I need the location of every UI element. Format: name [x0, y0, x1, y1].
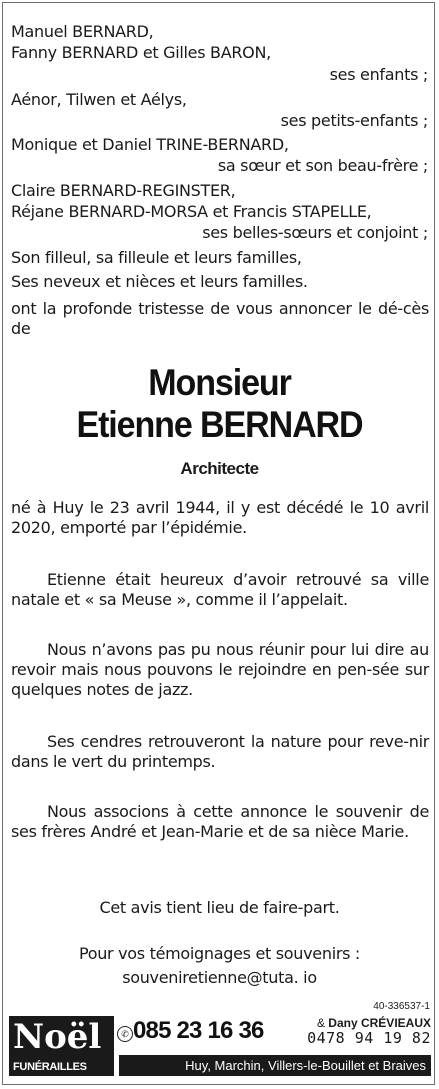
- children-line-1: Manuel BERNARD,: [11, 22, 154, 41]
- paragraph-2: Nous n’avons pas pu nous réunir pour lui dire au revoir mais nous pouvons le rejoindre en pen-sée sur quelques notes de jazz.: [11, 640, 429, 699]
- reference-number: 40-336537-1: [373, 1001, 430, 1012]
- deceased-name: Etienne BERNARD: [76, 404, 363, 445]
- birth-death-text: né à Huy le 23 avril 1944, il y est décédé le 10 avril 2020, emporté par l’épidémie.: [11, 498, 429, 537]
- contact-person: Dany CRÉVIEAUX: [328, 1016, 431, 1030]
- phone-number[interactable]: 085 23 16 36: [133, 1017, 264, 1044]
- locations-bar: Huy, Marchin, Villers-le-Bouillet et Braives: [119, 1055, 431, 1076]
- mobile-number[interactable]: 0478 94 19 82: [307, 1029, 431, 1047]
- children-role: ses enfants ;: [329, 65, 428, 84]
- tributes-email[interactable]: souveniretienne@tuta. io: [122, 968, 317, 987]
- notice-line: Cet avis tient lieu de faire-part.: [99, 898, 340, 917]
- inlaws-line-2: Réjane BERNARD-MORSA et Francis STAPELLE,: [11, 202, 372, 221]
- paragraph-4: Nous associons à cette annonce le souvenir de ses frères André et Jean-Marie et de sa nièce Marie.: [11, 802, 429, 841]
- paragraph-3: Ses cendres retrouveront la nature pour reve-nir dans le vert du printemps.: [11, 732, 429, 771]
- sister-role: sa sœur et son beau-frère ;: [217, 156, 428, 175]
- contact-name: [317, 1016, 431, 1030]
- funeral-home-logo: [9, 1016, 114, 1076]
- inlaws-role: ses belles-sœurs et conjoint ;: [202, 223, 428, 242]
- phone-icon: ✆: [117, 1026, 133, 1042]
- deceased-profession: Architecte: [180, 459, 259, 478]
- children-line-2: Fanny BERNARD et Gilles BARON,: [11, 43, 271, 62]
- deceased-salutation: Monsieur: [148, 362, 291, 403]
- godchildren-line: Son filleul, sa filleule et leurs familles,: [11, 248, 302, 267]
- grandchildren-line: Aénor, Tilwen et Aélys,: [11, 90, 187, 109]
- inlaws-line-1: Claire BERNARD-REGINSTER,: [11, 181, 236, 200]
- nephews-line: Ses neveux et nièces et leurs familles.: [11, 272, 308, 291]
- funeral-home-footer: [9, 1016, 431, 1076]
- contact-prefix: &: [316, 1016, 325, 1030]
- logo-subtitle: FUNÉRAILLES: [13, 1061, 87, 1073]
- tributes-label: Pour vos témoignages et souvenirs :: [78, 944, 361, 963]
- paragraph-1: Etienne était heureux d’avoir retrouvé sa ville natale et « sa Meuse », comme il l’appelait.: [11, 570, 429, 609]
- announcement-text: ont la profonde tristesse de vous annoncer le dé-cès de: [11, 299, 429, 338]
- sister-line: Monique et Daniel TRINE-BERNARD,: [11, 135, 289, 154]
- grandchildren-role: ses petits-enfants ;: [280, 111, 428, 130]
- logo-name: Noël: [13, 1017, 102, 1057]
